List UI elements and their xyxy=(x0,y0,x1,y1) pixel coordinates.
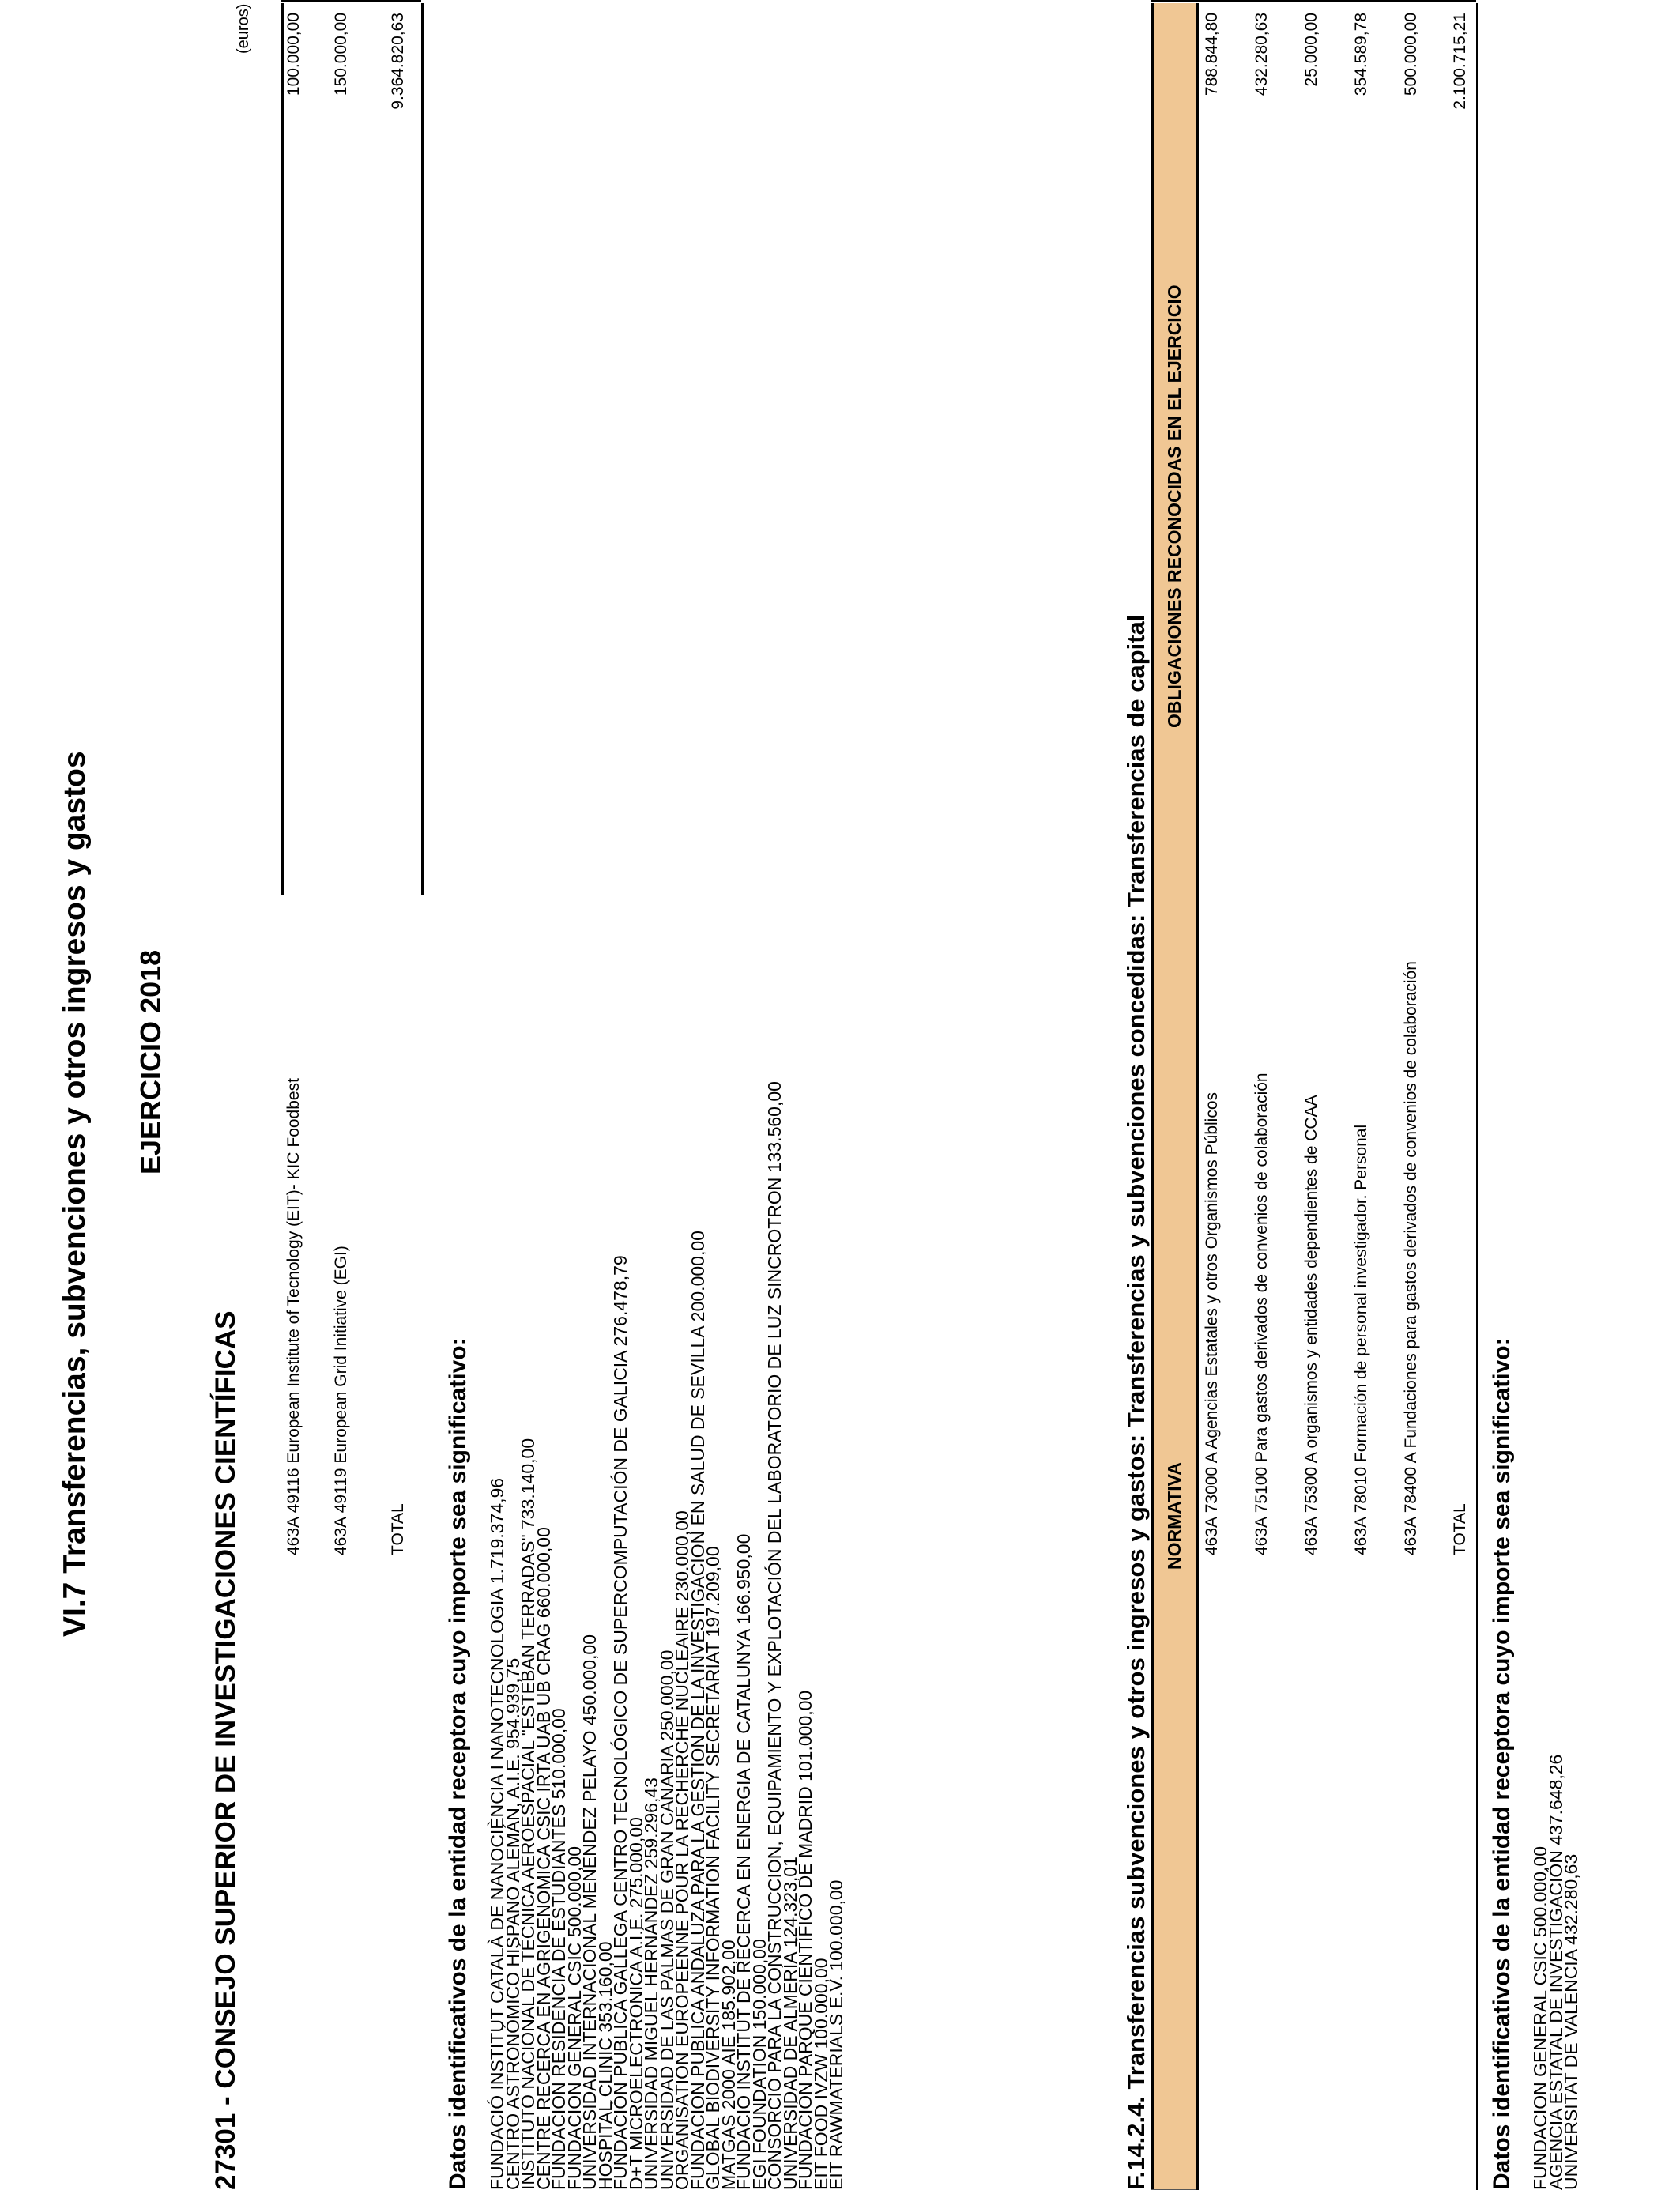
list-item: HOSPITAL CLINIC 353.160,00 xyxy=(594,1941,616,2190)
table-row-value: 150.000,00 xyxy=(332,13,350,96)
table-2-header-border xyxy=(1196,3,1199,2190)
table-row-label: 463A 75300 A organismos y entidades dependientes de CCAA xyxy=(1302,1095,1320,1555)
table-row-value: 25.000,00 xyxy=(1302,13,1320,87)
list-item: EIT RAWMATERIALS E.V. 100.000,00 xyxy=(826,1879,846,2190)
table-row-label: 463A 73000 A Agencias Estatales y otros Organismos Públicos xyxy=(1203,1091,1221,1555)
list-item: MATGAS 2000 AIE 185.902,00 xyxy=(718,1940,739,2190)
list-item: EIT FOOD IVZW 100.000,00 xyxy=(810,1958,831,2190)
column-header-obligaciones: OBLIGACIONES RECONOCIDAS EN EL EJERCICIO xyxy=(1164,285,1185,728)
list-item: FUNDACIÓN PÚBLICA GALLEGA CENTRO TECNOLÓGICO DE SUPERCOMPUTACIÓN DE GALICIA 276.478,79 xyxy=(610,1255,631,2190)
list-item: FUNDACIÓN PARQUE CIENTÍFICO DE MADRID 101.000,00 xyxy=(795,1690,816,2190)
table-row-label: 463A 78400 A Fundaciones para gastos derivados de convenios de colaboración xyxy=(1402,961,1420,1555)
table-row-label: 463A 49119 European Grid Initiative (EGI) xyxy=(332,1246,350,1555)
list-item: INSTITUTO NACIONAL DE TÉCNICA AEROESPACIAL "ESTEBAN TERRADAS" 733.140,00 xyxy=(518,1438,538,2190)
list-item: UNIVERSIDAD DE LAS PALMAS DE GRAN CANARIA 250.000,00 xyxy=(656,1649,677,2190)
table-2-left-border xyxy=(1151,2189,1196,2190)
recipients-heading: Datos identificativos de la entidad receptora cuyo importe sea significativo: xyxy=(445,1337,471,2190)
table-1-bottom-border xyxy=(421,3,424,895)
table-2-top-border xyxy=(1151,3,1154,2190)
table-row-label: 463A 75100 Para gastos derivados de convenios de colaboración xyxy=(1252,1072,1271,1555)
recipients-list-2 xyxy=(1530,1754,1581,2190)
list-item: GLOBAL BIODIVERSITY INFORMATION FACILITY SECRETARIAT 197.209,00 xyxy=(703,1546,723,2190)
table-total-value: 2.100.715,21 xyxy=(1451,13,1469,110)
table-1-right-border xyxy=(281,0,421,2)
list-item: FUNDACIÓ INSTITUT CATALÀ DE NANOCIÈNCIA I NANOTECNOLOGIA 1.719.374,96 xyxy=(487,1477,507,2190)
table-row-value: 100.000,00 xyxy=(284,13,303,96)
list-item: ORGANISATION EUROPEENNE POUR LA RECHERCHE NUCLEAIRE 230.000,00 xyxy=(672,1510,692,2190)
list-item: D+T MICROELECTRONICA A.I.E. 275.000,00 xyxy=(625,1817,646,2190)
list-item: FUNDACION GENERAL CSIC 500.000,00 xyxy=(563,1845,585,2190)
table-row-value: 432.280,63 xyxy=(1252,13,1271,96)
list-item: FUNDACIO INSTITUT DE RECERCA EN ENERGIA DE CATALUNYA 166.950,00 xyxy=(733,1533,754,2190)
list-item: FUNDACION GENERAL CSIC 500.000,00 xyxy=(1530,1845,1550,2190)
list-item: CENTRO ASTRONÓMICO HISPANO ALEMÁN, A.I.E. 954.939,75 xyxy=(502,1657,523,2190)
list-item: CONSORCIO PARA LA CONSTRUCCION, EQUIPAMIENTO Y EXPLOTACIÓN DEL LABORATORIO DE LUZ SINCROTRON 133.560,00 xyxy=(764,1081,785,2190)
table-2-title: F.14.2.4. Transferencias subvenciones y otros ingresos y gastos: Transferencias y subvenciones concedidas: Transferencias de capital xyxy=(1122,614,1150,2190)
list-item: UNIVERSIDAD MIGUEL HERNÁNDEZ 259.296,43 xyxy=(641,1777,661,2190)
list-item: EGI FOUNDATION 150.000,00 xyxy=(748,1939,770,2190)
table-row-label: 463A 78010 Formación de personal investigador. Personal xyxy=(1352,1124,1370,1555)
units-label: (euros) xyxy=(235,3,252,54)
table-total-label: TOTAL xyxy=(389,1503,407,1555)
list-item: UNIVERSIDAD INTERNACIONAL MENENDEZ PELAYO 450.000,00 xyxy=(579,1634,600,2190)
list-item: FUNDACION PUBLICA ANDALUZA PARA LA GESTION DE LA INVESTIGACION EN SALUD DE SEVILLA 200.000,00 xyxy=(687,1231,708,2190)
table-row-value: 354.589,78 xyxy=(1352,13,1370,96)
column-header-normativa: NORMATIVA xyxy=(1164,1462,1185,1570)
list-item: CENTRE RECERCA EN AGRIGENOMICA CSIC IRTA UAB UB CRAG 660.000,00 xyxy=(533,1527,554,2190)
list-item: AGENCIA ESTATAL DE INVESTIGACIÓN 437.648,26 xyxy=(1545,1754,1566,2190)
recipients-list xyxy=(487,1081,846,2190)
recipients-heading-2: Datos identificativos de la entidad receptora cuyo importe sea significativo: xyxy=(1489,1337,1515,2190)
page-title: VI.7 Transferencias, subvenciones y otros ingresos y gastos xyxy=(58,751,92,1637)
ejercicio-label: EJERCICIO 2018 xyxy=(134,949,167,1174)
table-1-top-border xyxy=(281,3,284,895)
list-item: UNIVERSITAT DE VALENCIA 432.280,63 xyxy=(1561,1853,1581,2190)
table-2-right-border xyxy=(1151,0,1476,2)
table-total-value: 9.364.820,63 xyxy=(389,13,407,110)
list-item: UNIVERSIDAD DE ALMERÍA 124.323,01 xyxy=(779,1857,800,2190)
organism-title: 27301 - CONSEJO SUPERIOR DE INVESTIGACIONES CIENTÍFICAS xyxy=(210,1310,241,2190)
table-2-bottom-border xyxy=(1476,3,1478,2190)
table-row-value: 788.844,80 xyxy=(1203,13,1221,96)
table-total-label: TOTAL xyxy=(1451,1503,1469,1555)
list-item: FUNDACION RESIDENCIA DE ESTUDIANTES 510.000,00 xyxy=(548,1708,569,2190)
table-row-value: 500.000,00 xyxy=(1402,13,1420,96)
table-row-label: 463A 49116 European Institute of Tecnology (EIT)- KIC Foodbest xyxy=(284,1078,303,1555)
